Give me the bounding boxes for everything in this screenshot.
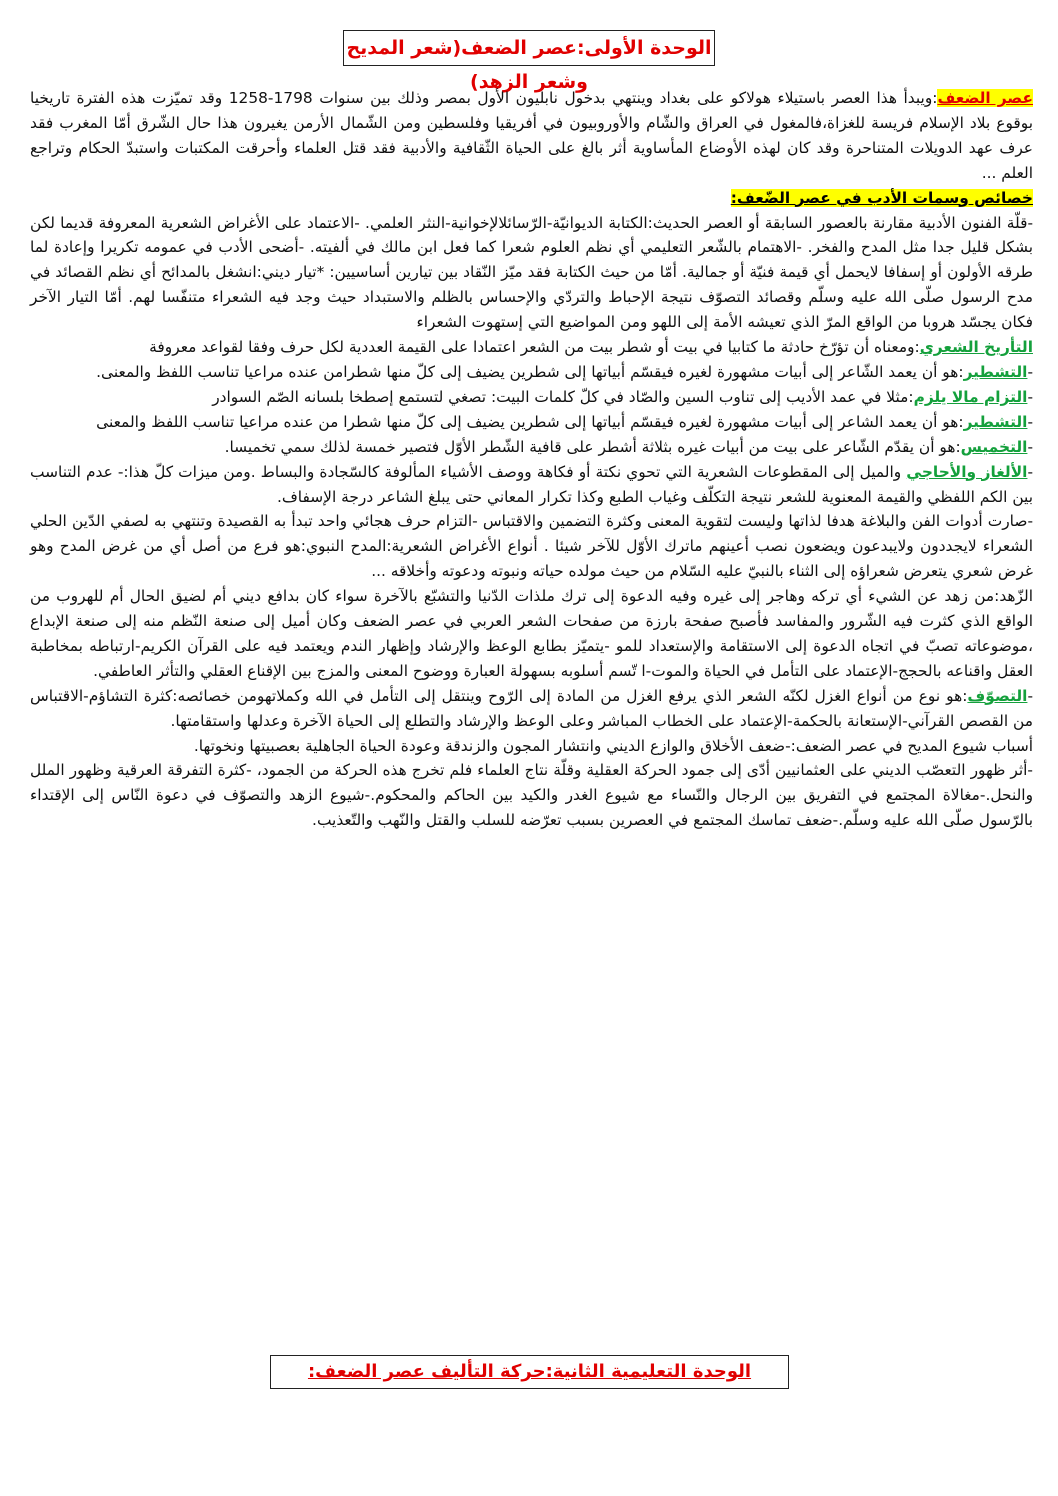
iltizam-dash: - (1027, 387, 1033, 406)
sarat-paragraph: -صارت أدوات الفن والبلاغة هدفا لذاتها وليست لتقوية المعنى وكثرة التضمين والاقتباس -التزام حرف هجائي واحد تبدأ به القصيدة وتنتهي به لصفي الدّين الحلي الشعراء لايجددون ولايبدعون ويضعون نصب أعينهم ماترك الأوّل للآخر شيئا . أنواع الأغراض الشعرية:المدح النبوي:هو فرع من أصل أي من غرض المدح وهو غرض شعري يتعرض شعراؤه إلى الثناء بالنبيّ عليه السّلام من حيث مولده حياته ونبوته ودعوته وأخلاقه ... (30, 512, 1033, 581)
alghaz-term: الألغاز والأحاجي (906, 462, 1028, 481)
takhmis-term: التخميس (960, 437, 1028, 456)
intro-text-a: :ويبدأ هذا العصر باستيلاء هولاكو على بغداد وينتهي بدخول نابليون الأول بمصر وذلك بين سنوات (312, 89, 938, 107)
alghaz-text: والميل إلى المقطوعات الشعرية التي تحوي نكتة أو فكاهة ووصف الأشياء المألوفة كالسّجادة والبساط .ومن ميزات كلّ هذا:- عدم التناسب بين الكم اللفظي والقيمة المعنوية للشعر نتيجة التكلّف وغياب الطبع وكذا تكرار المعاني حتى يبلغ الشاعر درجة الإسفاف. (30, 462, 1033, 506)
tashtir1-term: التشطير (963, 362, 1028, 381)
iltizam-text: :مثلا في عمد الأديب إلى تناوب السين والصّاد في كلّ كلمات البيت: تصغي لتستمع إصطخا بلسانه الصّم السوادر (212, 387, 914, 406)
takhmis-text: :هو أن يقدّم الشّاعر على بيت من أبيات غيره بثلاثة أشطر على قافية الشّطر الأوّل فتصير خمسة لذلك سمي تخميسا. (224, 437, 961, 456)
tashtir2-term: التشطير (963, 412, 1028, 431)
document-body (30, 86, 1033, 833)
takhmis-dash: - (1027, 437, 1033, 456)
tashtir-paragraph-2 (30, 410, 1033, 435)
features-heading: خصائص وسمات الأدب في عصر الضّعف: (730, 188, 1033, 207)
tarikh-term: التأريخ الشعري (919, 338, 1033, 357)
tasawwuf-term: التصوّف (967, 686, 1028, 705)
features-paragraph: -قلّة الفنون الأدبية مقارنة بالعصور السابقة أو العصر الحديث:الكتابة الديوانيّة-الرّسائلالإخوانية-النثر العلمي. -الاعتماد على الأغراض الشعرية المعروفة قديما لكن بشكل قليل جدا مثل المدح والفخر. -الاهتمام بالشّعر التعليمي أي نظم العلوم شعرا كما فعل ابن مالك في ألفيته. -أضحى الأدب في عمومه تكريرا وإعادة لما طرقه الأولون أو إسفافا لايحمل أي قيمة فنيّة أو جمالية. أمّا من حيث الكتابة فقد ميّز النّقاد بين تيارين أساسيين: *تيار ديني:انشغل بالمدائح أي نظم القصائد في مدح الرسول صلّى الله عليه وسلّم وقصائد التصوّف نتيجة الإحباط والتردّي والإحساس بالظلم والاستبداد حيث وجد فيه الشعراء متنفّسا لهم. أمّا التيار الآخر فكان يجسّد هروبا من الواقع المرّ الذي تعيشه الأمة إلى اللهو ومن المواضيع التي إستهوت الشعراء (30, 213, 1033, 332)
alghaz-dash: - (1027, 462, 1034, 481)
tasawwuf-paragraph (30, 684, 1033, 734)
tasawwuf-dash: - (1027, 686, 1033, 705)
tarikh-paragraph (30, 335, 1033, 360)
unit-title: الوحدة الأولى:عصر الضعف(شعر المديح وشعر الزهد) (343, 30, 715, 66)
iltizam-paragraph (30, 385, 1033, 410)
intro-years: 1258-1798 (228, 89, 313, 107)
tashtir1-dash: - (1027, 362, 1033, 381)
tarikh-text: :ومعناه أن تؤرّخ حادثة ما كتابيا في بيت أو شطر بيت من الشعر اعتمادا على القيمة العددية لكل حرف وفقا لقواعد معروفة (149, 338, 920, 357)
tashtir1-text: :هو أن يعمد الشّاعر إلى أبيات مشهورة لغيره فيقسّم أبياتها إلى شطرين يضيف إلى كلّ منها شطرامن عنده مراعيا تناسب اللفظ والمعنى. (96, 362, 964, 381)
tashtir2-text: :هو أن يعمد الشاعر إلى أبيات مشهورة لغيره فيقسّم أبياتها إلى شطرين يضيف إلى كلّ منها شطرا من عنده مراعيا تناسب اللفظ والمعنى (96, 412, 964, 431)
alghaz-paragraph (30, 460, 1033, 510)
next-unit-title: الوحدة التعليمية الثانية:حركة التأليف عصر الضعف: (270, 1355, 789, 1389)
athar-paragraph: -أثر ظهور التعصّب الديني على العثمانيين أدّى إلى جمود الحركة العقلية وقلّة نتاج العلماء فلم تخرج هذه الحركة من الجمود، -كثرة التفرقة العرقية وظهور الملل والنحل.-مغالاة المجتمع في التفريق بين الرجال والنّساء مع شيوع الغدر والكيد بين الحاكم والمحكوم.-شيوع الزهد والتصوّف في دعوة النّاس إلى الإقتداء بالرّسول صلّى الله عليه وسلّم.-ضعف تماسك المجتمع في العصرين بسبب تعرّضه للسلب والقتل والنّهب والتّعذيب. (30, 761, 1033, 830)
takhmis-paragraph (30, 435, 1033, 460)
iltizam-term: التزام مالا يلزم (913, 387, 1028, 406)
tashtir2-dash: - (1027, 412, 1033, 431)
tashtir-paragraph-1 (30, 360, 1033, 385)
intro-paragraph (30, 86, 1033, 186)
zuhd-paragraph: الزّهد:من زهد عن الشيء أي تركه وهاجر إلى غيره وفيه الدعوة إلى ترك ملذات الدّنيا والتشبّع بالآخرة سواء كان بدافع ديني أم لضيق الحال أم للهروب من الواقع الذي كثرت فيه الشّرور والمفاسد فأصبح صفحة بارزة من صفحات الشعر العربي في عصر الضعف وكان أميل إلى صنعة النّظم منه إلى صنعة الإبداع ،موضوعاته تصبّ في اتجاه الدعوة إلى الاستقامة والإستعداد للمو -يتميّز بطابع الوعظ والإرشاد وإظهار الندم ويعتمد فيه على القرآن الكريم-ارتباطه بمخاطبة العقل واقناعه بالحجج-الإعتماد على التأمل في الحياة والموت-ا تّسم أسلوبه بسهولة العبارة ووضوح المعنى والمزج بين الإقناع العقلي والتأثر العاطفي. (30, 587, 1033, 680)
tasawwuf-text: :هو نوع من أنواع الغزل لكنّه الشعر الذي يرفع الغزل من المادة إلى الرّوح وينتقل إلى التأمل في الله وكملاتهومن خصائصه:كثرة التشاؤم-الاقتباس من القصص القرآني-الإستعانة بالحكمة-الإعتماد على الخطاب المباشر وعلى الوعظ والإرشاد والتطلع إلى الحياة الآخرة وعدلها واستقامتها. (30, 686, 1033, 730)
features-heading-line (30, 186, 1033, 211)
intro-term: عصر الضعف (937, 89, 1033, 107)
intro-text-b: وقد تميّزت هذه الفترة تاريخيا بوقوع بلاد الإسلام فريسة للغزاة،فالمغول في العراق والشّام والأوروبيون في أفريقيا وفلسطين ومن الشّمال الأرمن يغيرون هذا حال الشّرق أمّا المغرب فقد عرف عهد الدويلات المتناحرة وقد كان لهذه الأوضاع المأساوية أثر بالغ على الحياة الثّقافية والأدبية فقد قتل العلماء وأحرقت المكتبات واستبدّ الحكام وتراجع العلم ... (30, 89, 1033, 182)
asbab-paragraph: أسباب شيوع المديح في عصر الضعف:-ضعف الأخلاق والوازع الديني وانتشار المجون والزندقة وعودة الحياة الجاهلية بعصبيتها ونخوتها. (193, 736, 1033, 755)
